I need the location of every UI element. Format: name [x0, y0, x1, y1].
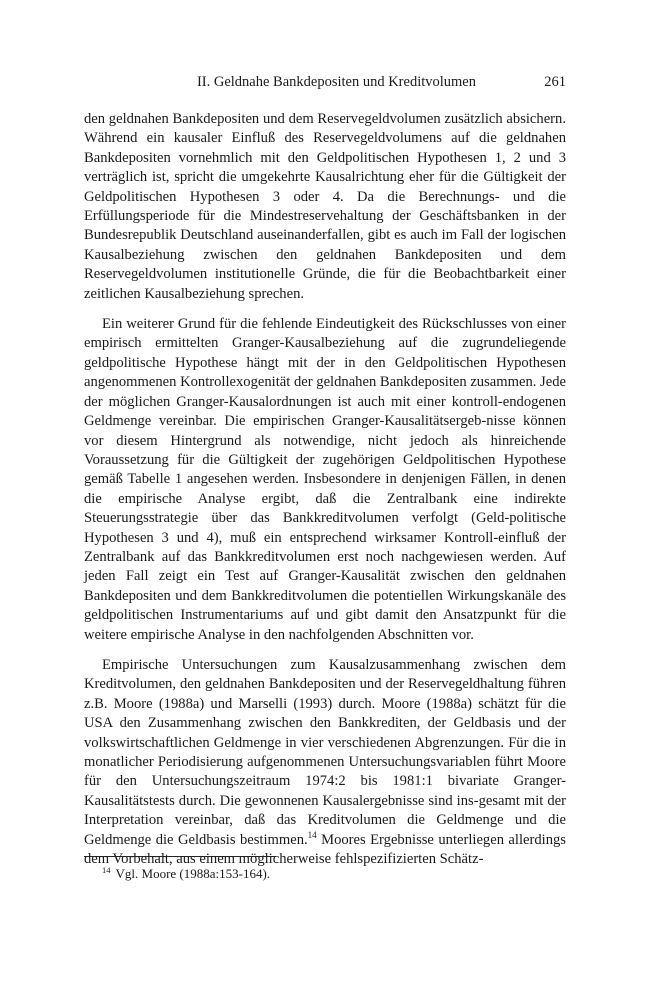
footnote-number: 14	[102, 865, 111, 875]
footnote-separator	[84, 856, 276, 857]
paragraph-3-text: Empirische Untersuchungen zum Kausalzusammenhang zwischen dem Kreditvolumen, den geldnahen Bankdepositen und der Reservegeldhaltung führen z.B. Moore (1988a) und Marselli (1993) durch. Moore (1988a) schätzt für die USA den Zusammenhang zwischen den Bankkrediten, der Geldbasis und der volkswirtschaftlichen Geldmenge in vier verschiedenen Abgrenzungen. Für die in monatlicher Periodisierung aufgenommenen Untersuchungsvariablen führt Moore für den Untersuchungszeitraum 1974:2 bis 1981:1 bivariate Granger-Kausalitätstests durch. Die gewonnenen Kausalergebnisse sind ins-gesamt mit der Interpretation vereinbar, daß das Kreditvolumen die Geldmenge und die Geldmenge die Geldbasis bestimmen.	[84, 656, 566, 848]
paragraph-3	[84, 656, 566, 869]
footnote	[102, 866, 270, 882]
running-header	[84, 74, 566, 94]
page-number: 261	[544, 74, 566, 90]
paragraph-3-continuation: Moores Ergebnisse unterliegen allerdings dem Vorbehalt, aus einem möglicherweise fehlspezifizierten Schätz-	[84, 831, 566, 868]
paragraph-2: Ein weiterer Grund für die fehlende Eindeutigkeit des Rückschlusses von einer empirisch ermittelten Granger-Kausalbeziehung auf die zugrundeliegende geldpolitische Hypothese hängt mit der in den Geldpolitischen Hypothesen angenommenen Kontrollexogenität der geldnahen Bankdepositen zusammen. Jede der möglichen Granger-Kausalordnungen ist auch mit einer kontroll-endogenen Geldmenge vereinbar. Die empirischen Granger-Kausalitätsergeb-nisse können vor diesem Hintergrund als notwendige, nicht jedoch als hinreichende Voraussetzung für die Gültigkeit der zugehörigen Geldpolitischen Hypothese gemäß Tabelle 1 angesehen werden. Insbesondere in denjenigen Fällen, in denen die empirische Analyse ergibt, daß die Zentralbank eine indirekte Steuerungsstrategie über das Bankkreditvolumen verfolgt (Geld-politische Hypothesen 3 und 4), muß ein entsprechend wirksamer Kontroll-einfluß der Zentralbank auf das Bankkreditvolumen erst noch nachgewiesen werden. Auf jeden Fall zeigt ein Test auf Granger-Kausalität zwischen den geldnahen Bankdepositen und dem Bankkreditvolumen die potentiellen Wirkungskanäle des geldpolitischen Instrumentariums auf und gibt damit den Ansatzpunkt für die weitere empirische Analyse in den nachfolgenden Abschnitten vor.	[84, 316, 566, 643]
footnote-text: Vgl. Moore (1988a:153-164).	[115, 866, 271, 881]
footnote-reference[interactable]: 14	[307, 829, 317, 840]
running-title: II. Geldnahe Bankdepositen und Kreditvolumen	[196, 74, 476, 90]
body-text	[84, 110, 566, 880]
paragraph-1: den geldnahen Bankdepositen und dem Reservegeldvolumen zusätzlich absichern. Während ein kausaler Einfluß des Reservegeldvolumens auf die geldnahen Bankdepositen vornehmlich mit den Geldpolitischen Hypothesen 1, 2 und 3 verträglich ist, spricht die umgekehrte Kausalrichtung eher für die Gültigkeit der Geldpolitischen Hypothesen 3 oder 4. Da die Berechnungs- und die Erfüllungsperiode für die Mindestreservehaltung der Geschäftsbanken in der Bundesrepublik Deutschland auseinanderfallen, gibt es auch im Fall der logischen Kausalbeziehung zwischen den geldnahen Bankdepositen und dem Reservegeldvolumen institutionelle Gründe, die für die Beobachtbarkeit einer zeitlichen Kausalbeziehung sprechen.	[84, 111, 566, 302]
